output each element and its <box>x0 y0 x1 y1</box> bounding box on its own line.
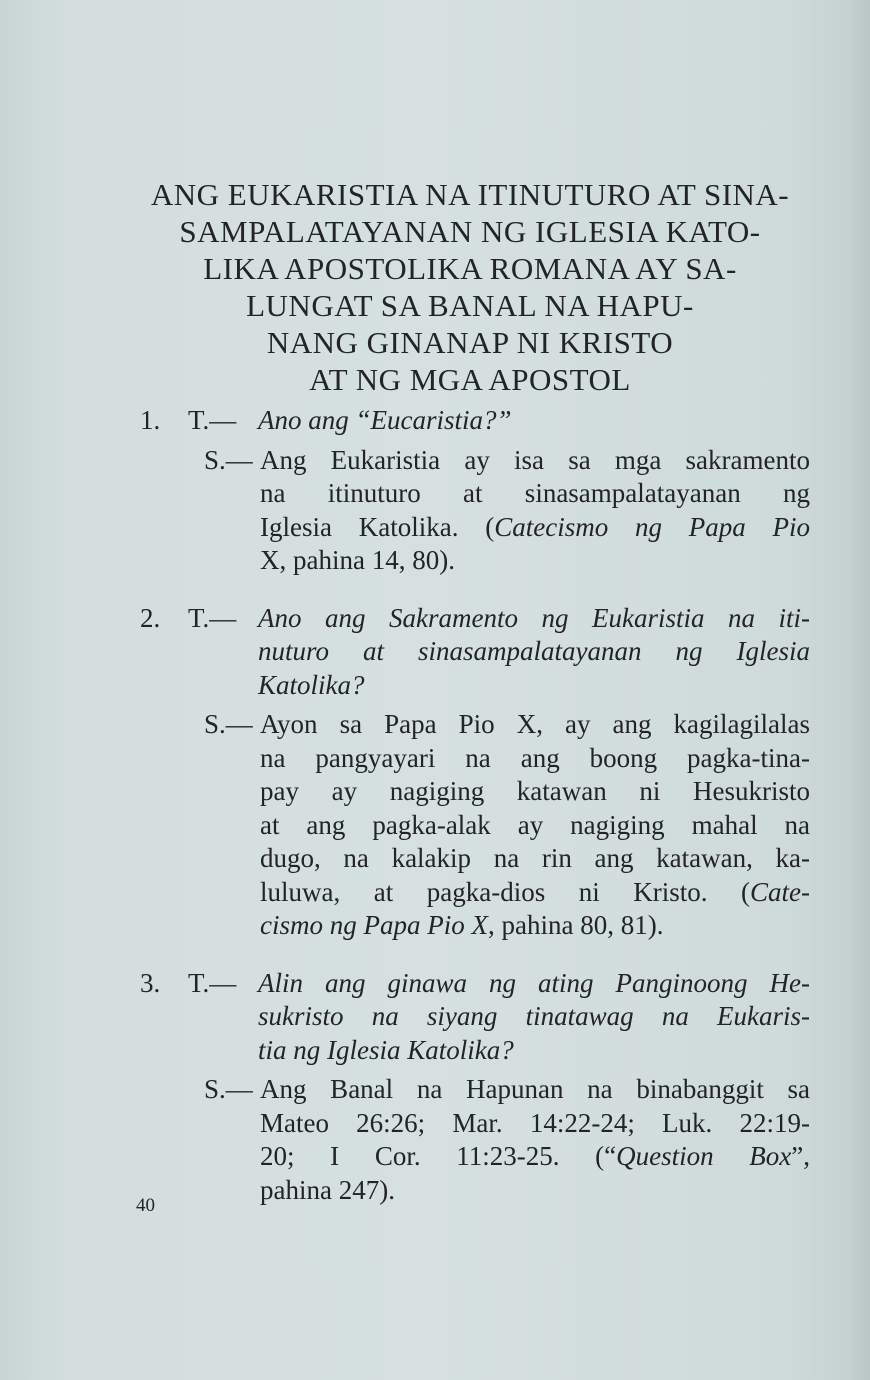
question-tag: T.— <box>188 602 237 633</box>
catechism-entries <box>140 404 810 1207</box>
question-line: Alin ang ginawa ng ating Panginoong He- <box>258 967 810 998</box>
title-line: SAMPALATAYANAN NG IGLESIA KATO- <box>179 214 761 249</box>
answer-line: at ang pagka-alak ay nagiging mahal na <box>260 809 810 840</box>
chapter-title <box>120 176 820 398</box>
citation-italic: cismo ng Papa Pio X <box>260 910 488 940</box>
page-number: 40 <box>136 1195 155 1216</box>
answer-line: na pangyayari na ang boong pagka-tina- <box>260 742 810 773</box>
answer-line: Ang Eukaristia ay isa sa mga sakramento <box>260 444 810 475</box>
answer-tag: S.— <box>204 1074 253 1104</box>
citation-italic: Cate- <box>750 876 810 907</box>
citation-italic: Question Box <box>616 1141 792 1171</box>
answer-text: luluwa, at pagka-dios ni Kristo. ( <box>260 876 750 907</box>
entry-number: 1. <box>140 405 161 435</box>
question-line: tia ng Iglesia Katolika? <box>258 1034 514 1065</box>
question-tag: T.— <box>188 967 237 998</box>
catechism-entry-2 <box>140 602 810 943</box>
question-block <box>140 602 810 703</box>
title-line: LIKA APOSTOLIKA ROMANA AY SA- <box>203 251 737 286</box>
catechism-entry-1 <box>140 404 810 578</box>
question-line: sukristo na siyang tinatawag na Eukaris- <box>258 1001 810 1031</box>
citation-italic: Catecismo ng Papa Pio <box>494 511 810 542</box>
title-line: LUNGAT SA BANAL NA HAPU- <box>246 288 694 323</box>
entry-number: 2. <box>140 602 161 633</box>
answer-text: 20; I Cor. 11:23-25. (“ <box>260 1141 617 1171</box>
answer-block <box>140 1073 810 1207</box>
question-line: Ano ang “Eucaristia?” <box>258 405 512 435</box>
answer-line: dugo, na kalakip na rin ang katawan, ka- <box>260 843 810 873</box>
question-line: Katolika? <box>258 669 365 700</box>
answer-line <box>260 909 810 943</box>
answer-line: X, pahina 14, 80). <box>260 545 455 575</box>
answer-line <box>260 1140 810 1174</box>
answer-block <box>140 444 810 578</box>
answer-text: ”, <box>791 1141 810 1171</box>
title-line: NANG GINANAP NI KRISTO <box>266 325 674 360</box>
question-line: Ano ang Sakramento ng Eukaristia na iti- <box>258 602 810 633</box>
title-line: ANG EUKARISTIA NA ITINUTURO AT SINA- <box>150 177 790 212</box>
answer-line: na itinuturo at sinasampalatayanan ng <box>260 478 810 508</box>
entry-number: 3. <box>140 967 161 998</box>
answer-line: pay ay nagiging katawan ni Hesukristo <box>260 776 810 806</box>
answer-text: , pahina 80, 81). <box>487 910 664 940</box>
title-line: AT NG MGA APOSTOL <box>309 362 631 397</box>
question-block <box>140 404 810 438</box>
answer-line: Ayon sa Papa Pio X, ay ang kagilagilalas <box>260 709 810 739</box>
catechism-entry-3 <box>140 967 810 1208</box>
answer-tag: S.— <box>204 444 253 475</box>
answer-line: Ang Banal na Hapunan na binabanggit sa <box>260 1074 810 1104</box>
question-line: nuturo at sinasampalatayanan ng Iglesia <box>258 636 810 666</box>
answer-line <box>260 876 810 910</box>
answer-tag: S.— <box>204 709 253 739</box>
question-block <box>140 967 810 1068</box>
answer-block <box>140 708 810 943</box>
answer-line <box>260 511 810 545</box>
page-edge-shadow <box>848 0 870 1380</box>
answer-line: Mateo 26:26; Mar. 14:22-24; Luk. 22:19- <box>260 1107 810 1138</box>
answer-line: pahina 247). <box>260 1174 395 1205</box>
question-tag: T.— <box>188 405 237 435</box>
answer-text: Iglesia Katolika. ( <box>260 511 495 542</box>
